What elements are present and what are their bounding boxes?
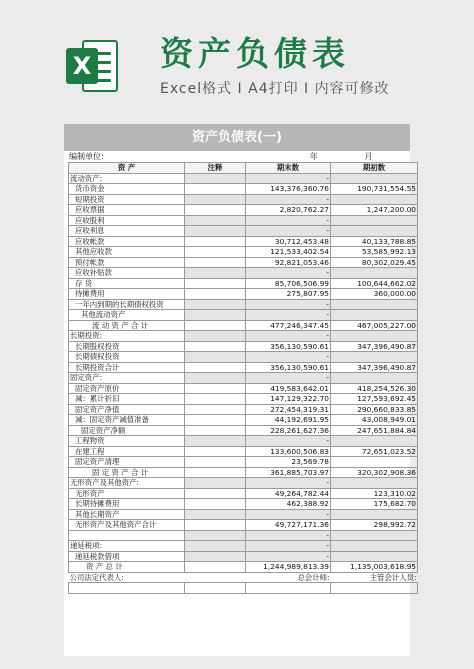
row-label: 应收补贴款 <box>69 268 185 279</box>
table-header-row <box>69 163 418 174</box>
row-note <box>185 289 246 300</box>
row-end-value: 419,583,642.01 <box>246 383 331 394</box>
row-note <box>185 415 246 426</box>
row-end-value: - <box>246 268 331 279</box>
row-end-value: - <box>246 530 331 541</box>
row-begin-value: 247,651,884.84 <box>331 425 418 436</box>
row-end-value: 85,706,506.99 <box>246 278 331 289</box>
row-label: 流 动 资 产 合 计 <box>69 320 185 331</box>
row-begin-value: 40,133,788.85 <box>331 236 418 247</box>
row-label: 一年内到期的长期债权投资 <box>69 299 185 310</box>
row-end-value: - <box>246 352 331 363</box>
row-note <box>185 194 246 205</box>
spacer-cell <box>185 572 246 583</box>
row-label: 待摊费用 <box>69 289 185 300</box>
table-row <box>69 373 418 384</box>
table-row <box>69 289 418 300</box>
row-begin-value: 1,135,003,618.95 <box>331 562 418 573</box>
date-label: 年 月 <box>310 152 395 161</box>
row-end-value: - <box>246 331 331 342</box>
blank-cell <box>185 583 246 594</box>
row-note <box>185 320 246 331</box>
row-note <box>185 499 246 510</box>
table-row <box>69 257 418 268</box>
row-begin-value <box>331 173 418 184</box>
table-row <box>69 226 418 237</box>
table-row <box>69 425 418 436</box>
row-label: 预付帐款 <box>69 257 185 268</box>
row-end-value: - <box>246 478 331 489</box>
row-begin-value <box>331 226 418 237</box>
row-end-value: - <box>246 173 331 184</box>
row-note <box>185 362 246 373</box>
table-row <box>69 415 418 426</box>
row-begin-value: 1,247,200.00 <box>331 205 418 216</box>
row-begin-value: 347,396,490.87 <box>331 341 418 352</box>
row-note <box>185 467 246 478</box>
row-begin-value <box>331 457 418 468</box>
row-label: 固定资产净额 <box>69 425 185 436</box>
table-row <box>69 394 418 405</box>
page-subtitle: Excel格式 I A4打印 I 内容可修改 <box>160 81 390 97</box>
row-begin-value: 347,396,490.87 <box>331 362 418 373</box>
row-end-value: 462,388.92 <box>246 499 331 510</box>
row-note <box>185 352 246 363</box>
row-label: 应收票据 <box>69 205 185 216</box>
table-row <box>69 215 418 226</box>
row-note <box>185 509 246 520</box>
row-begin-value: 290,660,833.85 <box>331 404 418 415</box>
row-label <box>69 530 185 541</box>
excel-x-icon: X <box>66 48 98 84</box>
table-row <box>69 520 418 531</box>
table-row <box>69 331 418 342</box>
row-label: 流动资产: <box>69 173 185 184</box>
row-label: 资 产 总 计 <box>69 562 185 573</box>
row-end-value: - <box>246 551 331 562</box>
row-note <box>185 236 246 247</box>
table-row <box>69 383 418 394</box>
col-header-note: 注释 <box>185 163 246 174</box>
table-row <box>69 184 418 195</box>
row-end-value: - <box>246 509 331 520</box>
table-row <box>69 173 418 184</box>
balance-sheet-page <box>64 124 417 656</box>
row-label: 在建工程 <box>69 446 185 457</box>
row-end-value: 49,264,782.44 <box>246 488 331 499</box>
row-end-value: 30,712,453.48 <box>246 236 331 247</box>
row-note <box>185 373 246 384</box>
row-label: 长期股权投资 <box>69 341 185 352</box>
row-label: 长期债权投资 <box>69 352 185 363</box>
row-label: 存 货 <box>69 278 185 289</box>
table-row <box>69 446 418 457</box>
row-note <box>185 488 246 499</box>
table-row <box>69 436 418 447</box>
row-begin-value: 43,008,949.01 <box>331 415 418 426</box>
row-label: 工程物资 <box>69 436 185 447</box>
row-begin-value <box>331 478 418 489</box>
table-row <box>69 362 418 373</box>
table-row <box>69 194 418 205</box>
row-end-value: - <box>246 215 331 226</box>
row-label: 其他流动资产 <box>69 310 185 321</box>
chief-accountant-label: 总会计师: <box>246 572 331 583</box>
unit-label: 编制单位: <box>69 152 104 161</box>
row-begin-value <box>331 299 418 310</box>
row-note <box>185 205 246 216</box>
row-label: 减：累计折旧 <box>69 394 185 405</box>
row-end-value: - <box>246 436 331 447</box>
row-label: 短期投资 <box>69 194 185 205</box>
row-note <box>185 215 246 226</box>
row-begin-value <box>331 215 418 226</box>
row-begin-value <box>331 268 418 279</box>
row-label: 长期待摊费用 <box>69 499 185 510</box>
row-begin-value: 53,585,992.13 <box>331 247 418 258</box>
row-end-value: - <box>246 541 331 552</box>
table-row <box>69 467 418 478</box>
row-begin-value <box>331 373 418 384</box>
row-begin-value: 100,644,662.02 <box>331 278 418 289</box>
row-note <box>185 268 246 279</box>
row-label: 货币资金 <box>69 184 185 195</box>
row-note <box>185 184 246 195</box>
row-label: 长期投资: <box>69 331 185 342</box>
page-title: 资产负债表 <box>160 34 350 73</box>
table-row <box>69 488 418 499</box>
row-label: 应收股利 <box>69 215 185 226</box>
row-end-value: 92,821,053.46 <box>246 257 331 268</box>
table-row <box>69 236 418 247</box>
row-begin-value: 80,302,029.45 <box>331 257 418 268</box>
table-row <box>69 278 418 289</box>
table-row <box>69 562 418 573</box>
row-note <box>185 551 246 562</box>
row-note <box>185 530 246 541</box>
row-label: 长期投资合计 <box>69 362 185 373</box>
sheet-meta <box>64 151 410 162</box>
row-begin-value <box>331 194 418 205</box>
row-begin-value <box>331 310 418 321</box>
table-row <box>69 299 418 310</box>
table-row <box>69 509 418 520</box>
row-begin-value: 467,005,227.00 <box>331 320 418 331</box>
row-end-value: 275,807.95 <box>246 289 331 300</box>
row-begin-value <box>331 530 418 541</box>
row-label: 固定资产原价 <box>69 383 185 394</box>
accounting-supervisor-label: 主管会计人员: <box>331 572 418 583</box>
row-note <box>185 562 246 573</box>
excel-logo <box>66 40 118 92</box>
row-note <box>185 226 246 237</box>
row-end-value: 23,569.78 <box>246 457 331 468</box>
row-end-value: - <box>246 226 331 237</box>
table-row <box>69 478 418 489</box>
row-note <box>185 331 246 342</box>
table-row <box>69 341 418 352</box>
sheet-title: 资产负债表(一) <box>64 124 410 151</box>
table-row <box>69 457 418 468</box>
row-end-value: 228,261,627.36 <box>246 425 331 436</box>
row-begin-value: 418,254,526.30 <box>331 383 418 394</box>
row-end-value: - <box>246 310 331 321</box>
row-note <box>185 394 246 405</box>
row-begin-value <box>331 352 418 363</box>
row-begin-value <box>331 331 418 342</box>
row-end-value: 143,376,360.76 <box>246 184 331 195</box>
row-label: 无形资产及其他资产合计 <box>69 520 185 531</box>
row-end-value: 272,454,319.31 <box>246 404 331 415</box>
row-end-value: 356,130,590.61 <box>246 341 331 352</box>
row-begin-value: 190,731,554.55 <box>331 184 418 195</box>
row-end-value: 147,129,322.70 <box>246 394 331 405</box>
table-row <box>69 530 418 541</box>
blank-cell <box>246 583 331 594</box>
row-note <box>185 541 246 552</box>
row-begin-value: 123,310.02 <box>331 488 418 499</box>
row-note <box>185 457 246 468</box>
row-note <box>185 299 246 310</box>
col-header-asset: 资 产 <box>69 163 185 174</box>
row-note <box>185 446 246 457</box>
table-row <box>69 551 418 562</box>
table-row <box>69 499 418 510</box>
row-end-value: 49,727,171.36 <box>246 520 331 531</box>
row-label: 减：固定资产减值准备 <box>69 415 185 426</box>
row-begin-value: 320,302,908.36 <box>331 467 418 478</box>
row-label: 其他长期资产 <box>69 509 185 520</box>
row-end-value: 361,885,703.97 <box>246 467 331 478</box>
col-header-end: 期末数 <box>246 163 331 174</box>
signature-row <box>69 572 418 583</box>
col-header-begin: 期初数 <box>331 163 418 174</box>
row-note <box>185 478 246 489</box>
row-begin-value: 175,682.70 <box>331 499 418 510</box>
table-row <box>69 320 418 331</box>
legal-rep-label: 公司法定代表人: <box>69 572 185 583</box>
row-end-value: 133,600,506.83 <box>246 446 331 457</box>
row-label: 应收帐款 <box>69 236 185 247</box>
row-note <box>185 404 246 415</box>
row-label: 其他应收款 <box>69 247 185 258</box>
row-end-value: - <box>246 299 331 310</box>
row-note <box>185 341 246 352</box>
row-note <box>185 383 246 394</box>
row-label: 固定资产: <box>69 373 185 384</box>
row-label: 应收利息 <box>69 226 185 237</box>
table-row <box>69 310 418 321</box>
table-row <box>69 205 418 216</box>
promo-header <box>0 0 474 118</box>
row-begin-value: 360,000.00 <box>331 289 418 300</box>
table-row <box>69 404 418 415</box>
row-end-value: 1,244,989,813.39 <box>246 562 331 573</box>
row-begin-value <box>331 509 418 520</box>
blank-cell <box>69 583 185 594</box>
row-end-value: 121,533,402.54 <box>246 247 331 258</box>
table-row <box>69 541 418 552</box>
row-end-value: 2,820,762.27 <box>246 205 331 216</box>
row-label: 固定资产清理 <box>69 457 185 468</box>
row-end-value: 44,192,691.95 <box>246 415 331 426</box>
row-note <box>185 520 246 531</box>
row-note <box>185 247 246 258</box>
row-note <box>185 310 246 321</box>
row-begin-value: 298,992.72 <box>331 520 418 531</box>
row-label: 递延税项: <box>69 541 185 552</box>
table-row <box>69 352 418 363</box>
row-note <box>185 425 246 436</box>
row-begin-value <box>331 541 418 552</box>
row-end-value: - <box>246 194 331 205</box>
blank-row <box>69 583 418 594</box>
row-end-value: 356,130,590.61 <box>246 362 331 373</box>
row-label: 递延税款借项 <box>69 551 185 562</box>
table-row <box>69 247 418 258</box>
row-label: 固 定 资 产 合 计 <box>69 467 185 478</box>
row-end-value: 477,246,347.45 <box>246 320 331 331</box>
row-note <box>185 173 246 184</box>
row-end-value: - <box>246 373 331 384</box>
row-note <box>185 278 246 289</box>
row-begin-value: 72,651,023.52 <box>331 446 418 457</box>
row-label: 无形资产及其他资产: <box>69 478 185 489</box>
row-begin-value <box>331 436 418 447</box>
table-row <box>69 268 418 279</box>
row-begin-value <box>331 551 418 562</box>
balance-sheet-table <box>68 162 418 594</box>
row-note <box>185 257 246 268</box>
row-note <box>185 436 246 447</box>
row-label: 无形资产 <box>69 488 185 499</box>
row-begin-value: 127,593,692.45 <box>331 394 418 405</box>
blank-cell <box>331 583 418 594</box>
row-label: 固定资产净值 <box>69 404 185 415</box>
